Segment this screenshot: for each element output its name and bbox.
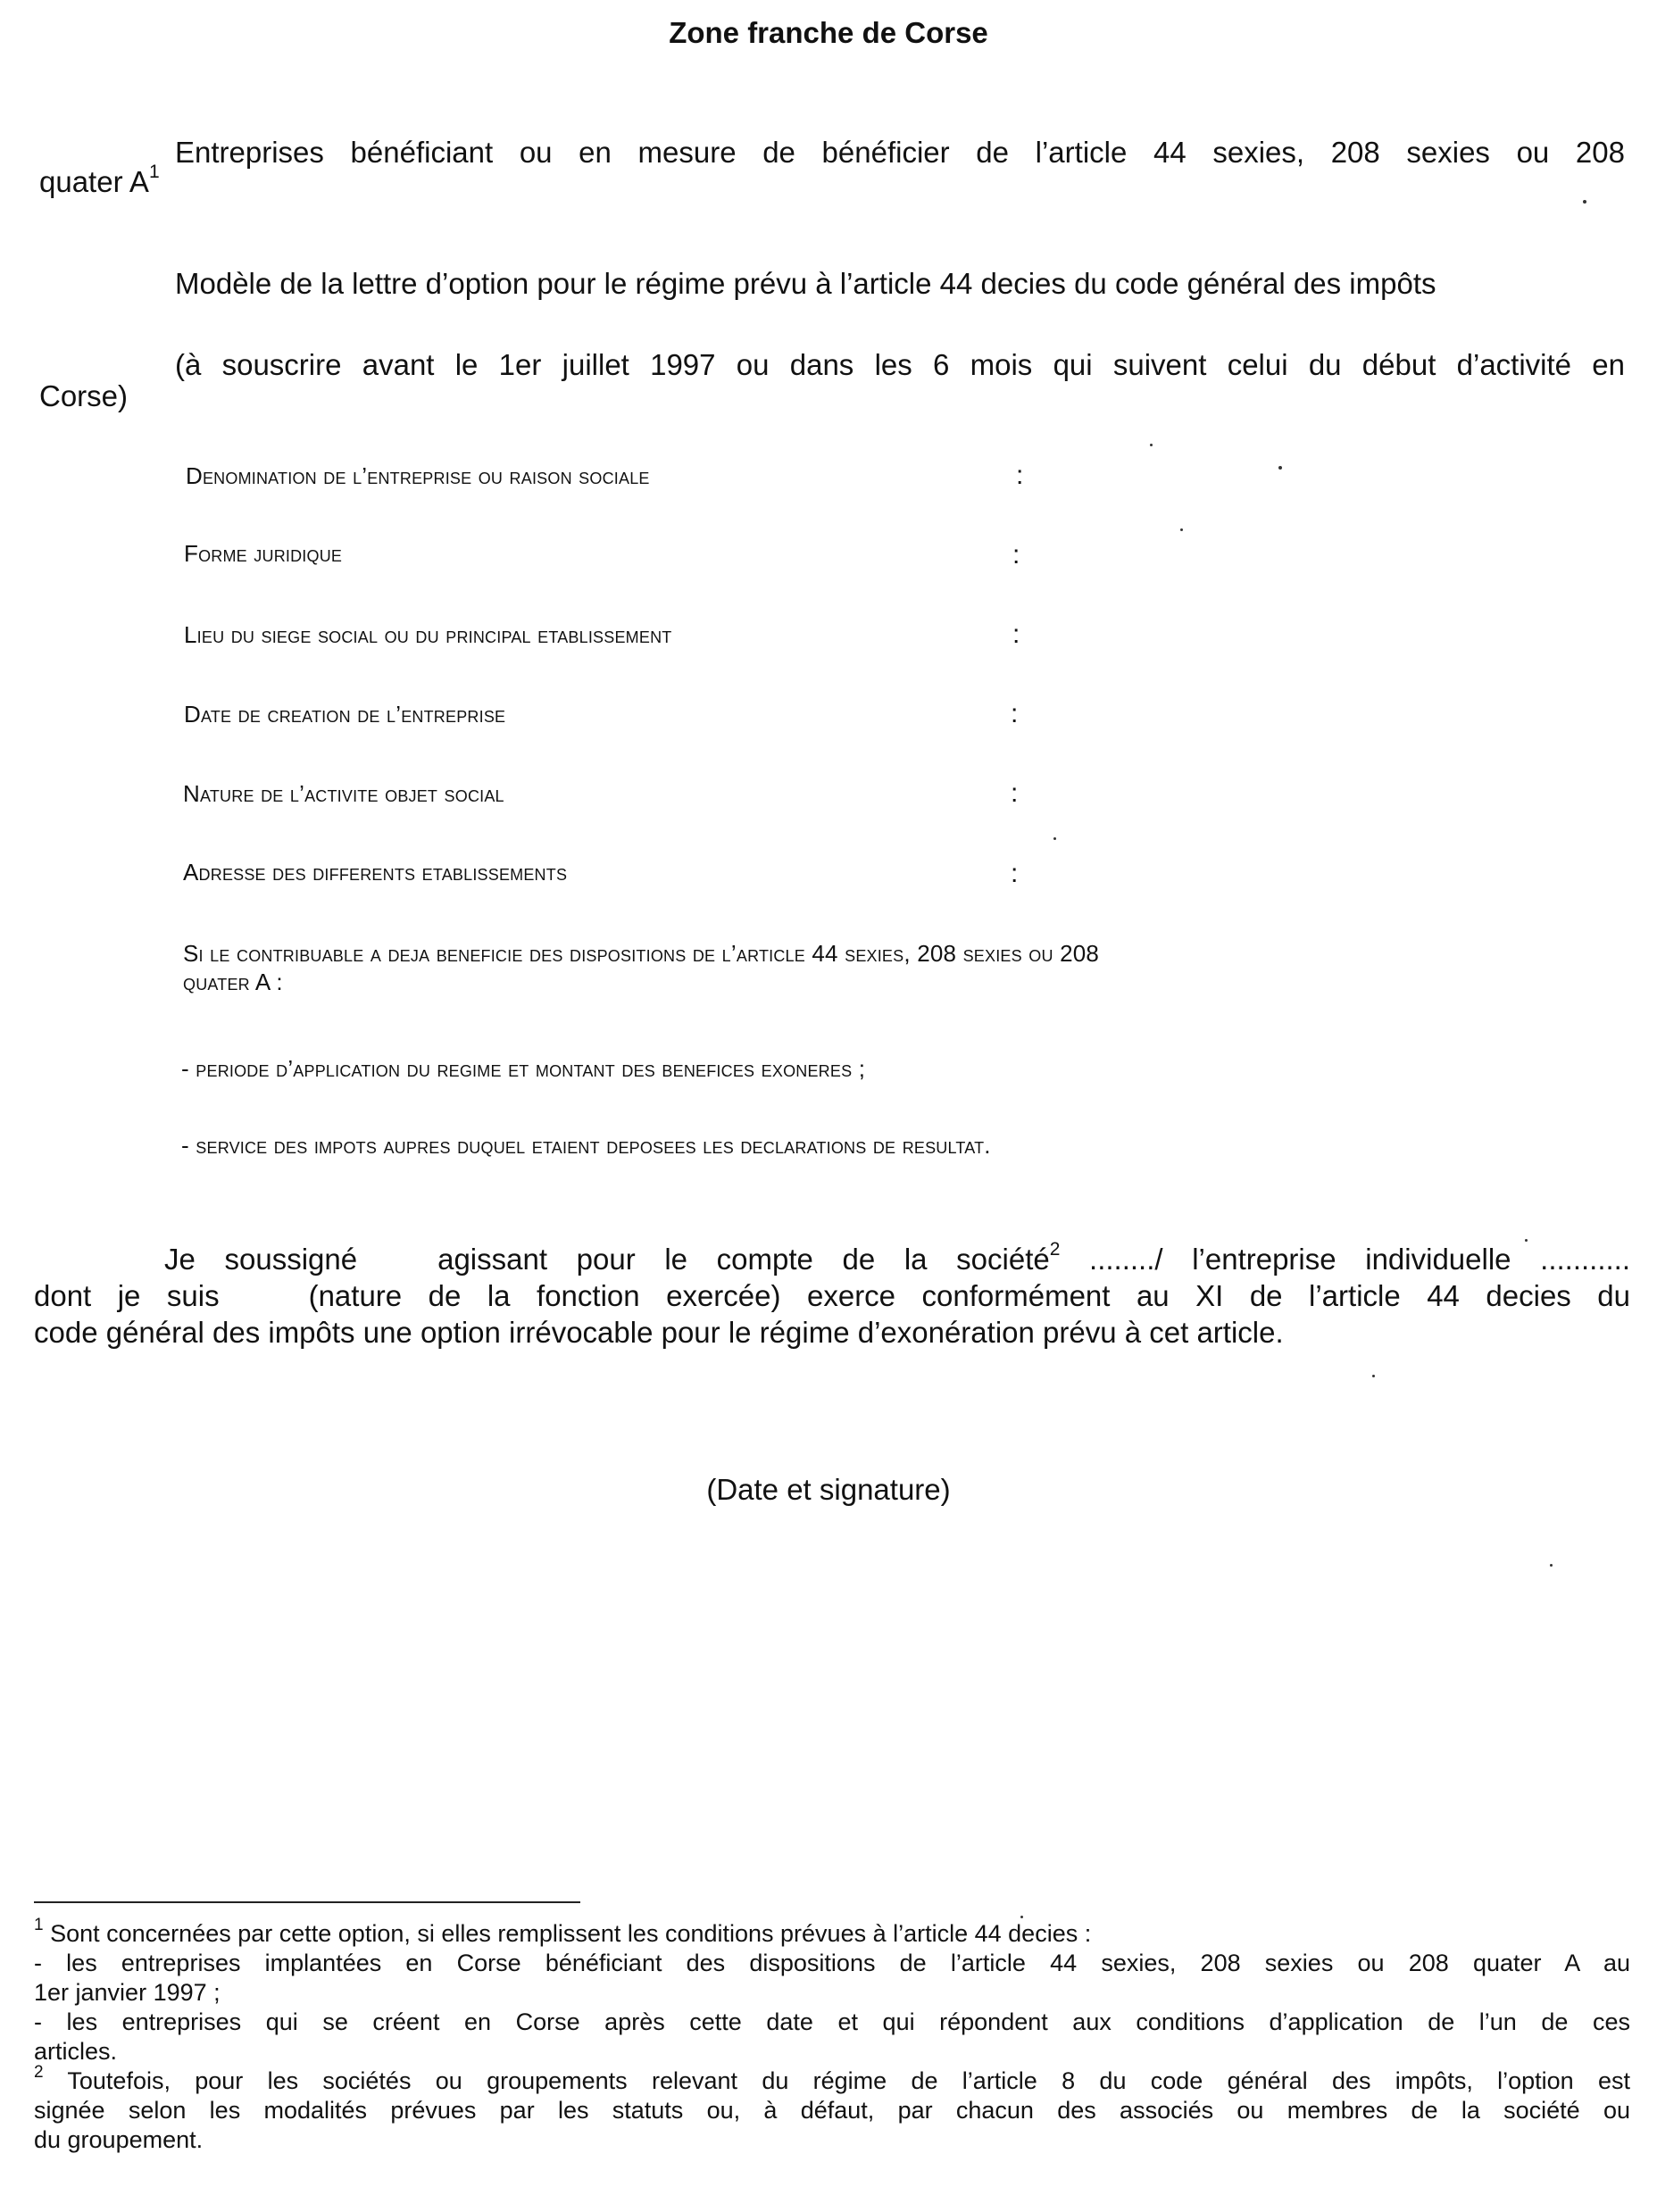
footnote-ref-2: 2 xyxy=(1049,1239,1061,1260)
intro-paragraph xyxy=(39,134,1625,200)
item-application-period: - periode d’application du regime et montant des benefices exoneres ; xyxy=(181,1055,866,1082)
footnote-2-text: Toutefois, pour les sociétés ou groupements relevant du régime de l’article 8 du code général des impôts, l’option est xyxy=(67,2067,1631,2094)
footnotes xyxy=(34,1916,1631,2155)
declaration-agissant: agissant pour le compte de la société xyxy=(437,1243,1050,1276)
footnote-1-line-3: 1er janvier 1997 ; xyxy=(34,1979,221,2006)
field-label-nature-activite: Nature de l’activite objet social xyxy=(183,780,504,807)
footnote-1-number: 1 xyxy=(34,1916,44,1934)
field-label-denomination: Denomination de l’entreprise ou raison sociale xyxy=(186,462,650,489)
declaration-line-1 xyxy=(34,1241,1630,1277)
declaration-fonction: (nature de la fonction exercée) exerce conformément au XI de l’article 44 decies du xyxy=(308,1279,1630,1312)
declaration-line-3: code général des impôts une option irrévocable pour le régime d’exonération prévu à cet article. xyxy=(34,1316,1284,1349)
field-colon-forme-juridique: : xyxy=(1012,540,1020,570)
item-tax-service: - service des impots aupres duquel etaient deposees les declarations de resultat. xyxy=(181,1132,991,1159)
field-colon-denomination: : xyxy=(1016,461,1024,490)
deadline-line-1: (à souscrire avant le 1er juillet 1997 ou dans les 6 mois qui suivent celui du début d’activité en xyxy=(175,348,1625,381)
footnote-ref-1: 1 xyxy=(148,162,160,182)
deadline-paragraph xyxy=(39,346,1625,414)
footnote-1-line-2: - les entreprises implantées en Corse bénéficiant des dispositions de l’article 44 sexies, 208 sexies ou 208 quater A au xyxy=(34,1950,1630,1976)
declaration-line-2 xyxy=(34,1277,1630,1314)
scan-speck xyxy=(1278,466,1282,470)
field-colon-nature-activite: : xyxy=(1011,778,1019,808)
field-colon-date-creation: : xyxy=(1011,699,1019,728)
conditional-line-1: Si le contribuable a deja beneficie des dispositions de l’article 44 sexies, 208 sexies ou 208 xyxy=(183,940,1100,967)
declaration-je-soussigne: Je soussigné xyxy=(164,1243,358,1276)
footnote-1-line-1 xyxy=(34,1916,1630,1949)
conditional-line-2: quater A : xyxy=(183,969,283,995)
deadline-line-2: Corse) xyxy=(39,379,129,412)
footnote-1-text: Sont concernées par cette option, si elles remplissent les conditions prévues à l’article 44 decies : xyxy=(50,1920,1092,1947)
date-signature: (Date et signature) xyxy=(706,1473,951,1506)
field-colon-lieu-siege: : xyxy=(1012,620,1020,649)
model-line: Modèle de la lettre d’option pour le régime prévu à l’article 44 decies du code général des impôts xyxy=(175,267,1436,300)
footnote-2-line-2: signée selon les modalités prévues par les statuts ou, à défaut, par chacun des associés ou membres de la société ou xyxy=(34,2097,1630,2124)
footnote-2-line-3: du groupement. xyxy=(34,2126,204,2153)
footnote-1-line-4: - les entreprises qui se créent en Corse après cette date et qui répondent aux conditions d’application de l’un de ces xyxy=(34,2008,1630,2035)
page-title: Zone franche de Corse xyxy=(669,16,988,49)
intro-line-1: Entreprises bénéficiant ou en mesure de bénéficier de l’article 44 sexies, 208 sexies ou 208 xyxy=(175,136,1625,169)
declaration-entreprise: ......../ l’entreprise individuelle ........... xyxy=(1089,1243,1631,1276)
field-colon-adresse-etablissements: : xyxy=(1011,859,1019,888)
scan-speck xyxy=(1053,837,1056,840)
field-label-adresse-etablissements: Adresse des differents etablissements xyxy=(183,859,568,886)
scan-speck xyxy=(1550,1564,1553,1567)
declaration-paragraph xyxy=(34,1241,1630,1351)
scan-speck xyxy=(1180,528,1183,531)
scan-speck xyxy=(1583,200,1586,204)
intro-line-2-text: quater A xyxy=(39,165,149,198)
footnote-2-line-1 xyxy=(34,2063,1631,2096)
footnote-2-number: 2 xyxy=(34,2063,44,2082)
scan-speck xyxy=(1372,1375,1375,1377)
field-label-date-creation: Date de creation de l’entreprise xyxy=(184,701,506,728)
field-label-forme-juridique: Forme juridique xyxy=(184,540,343,567)
field-label-lieu-siege: Lieu du siege social ou du principal etablissement xyxy=(184,621,672,648)
scan-speck xyxy=(1150,444,1153,446)
scan-speck xyxy=(1525,1239,1528,1242)
scan-speck xyxy=(1020,1916,1023,1918)
declaration-dont-je-suis: dont je suis xyxy=(34,1279,220,1312)
footnote-separator xyxy=(34,1901,580,1903)
footnote-1-line-5: articles. xyxy=(34,2038,118,2065)
